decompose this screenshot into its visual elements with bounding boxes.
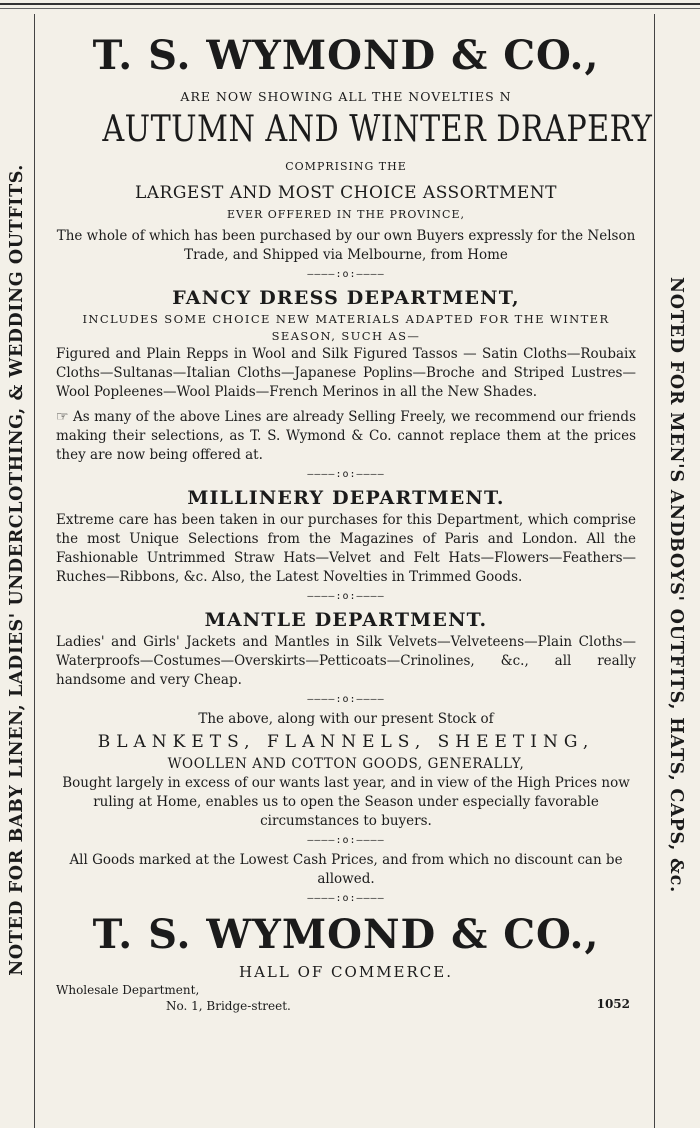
column-rule-left [34,14,35,1128]
side-banner-right-text: NOTED FOR MEN'S ANDBOYS' OUTFITS, HATS, CAPS, &c. [666,276,686,893]
divider: ————:o:———— [307,835,385,846]
column-rule-right [654,14,655,1128]
side-banner-left [2,140,32,1000]
ever-line: EVER OFFERED IN THE PROVINCE, [226,208,465,221]
whole-paragraph: The whole of which has been purchased by our own Buyers expressly for the Nelson Trade, and Shipped via Melbourne, from Home [56,228,636,263]
mantle-heading: MANTLE DEPARTMENT. [204,609,488,631]
millinery-heading: MILLINERY DEPARTMENT. [187,487,505,509]
fancy-list: Figured and Plain Repps in Wool and Silk Figured Tassos — Satin Cloths—Roubaix Cloths—Sultanas—Italian Cloths—Japanese Poplins—Broche and Striped Lustres—Wool Popleenes—Wool Plaids—French Merinos in all the New Shades. [56,346,636,400]
mantle-text: Ladies' and Girls' Jackets and Mantles in Silk Velvets—Velveteens—Plain Cloths—Waterproofs—Costumes—Overskirts—Petticoats—Crinolines, &c., all really handsome and very Cheap. [56,634,636,688]
advertisement-body [56,30,653,1019]
top-rule [0,3,700,5]
largest-line: LARGEST AND MOST CHOICE ASSORTMENT [134,183,558,203]
blankets-line: BLANKETS, FLANNELS, SHEETING, [97,732,595,752]
fancy-includes: INCLUDES SOME CHOICE NEW MATERIALS ADAPTED FOR THE WINTER SEASON, SUCH AS— [82,312,610,343]
headline: AUTUMN AND WINTER DRAPERY [102,109,653,150]
wholesale-label: Wholesale Department, [56,983,200,997]
footer-company-title: T. S. WYMOND & CO., [92,911,600,958]
stock-intro: The above, along with our present Stock of [198,711,494,727]
ad-number: 1052 [596,997,630,1011]
side-banner-left-text: NOTED FOR BABY LINEN, LADIES' UNDERCLOTHING, & WEDDING OUTFITS. [7,164,27,976]
footer-address [56,983,636,1019]
top-rule-thin [0,8,700,9]
fancy-heading: FANCY DRESS DEPARTMENT, [172,287,520,309]
divider: ————:o:———— [307,269,385,280]
divider: ————:o:———— [307,591,385,602]
hall-of-commerce: HALL OF COMMERCE. [238,963,453,981]
showing-line: ARE NOW SHOWING ALL THE NOVELTIES N [180,89,512,104]
divider: ————:o:———— [307,694,385,705]
street-address: No. 1, Bridge-street. [166,999,291,1013]
pointing-hand-icon: ☞ [56,409,69,425]
stock-text: Bought largely in excess of our wants last year, and in view of the High Prices now ruling at Home, enables us to open the Season under especially favorable circumstances to buyers. [62,775,630,829]
side-banner-right [656,225,696,945]
divider: ————:o:———— [307,469,385,480]
company-title: T. S. WYMOND & CO., [92,32,600,79]
woollen-line: WOOLLEN AND COTTON GOODS, GENERALLY, [167,756,525,772]
fancy-note [56,408,636,465]
comprising-line: COMPRISING THE [285,160,407,173]
millinery-text: Extreme care has been taken in our purchases for this Department, which comprise the most Unique Selections from the Magazines of Paris and London. All the Fashionable Untrimmed Straw Hats—Velvet and Felt Hats—Flowers—Feathers—Ruches—Ribbons, &c. Also, the Latest Novelties in Trimmed Goods. [56,512,636,585]
fancy-note-text: As many of the above Lines are already Selling Freely, we recommend our friends making their selections, as T. S. Wymond & Co. cannot replace them at the prices they are now being offered at. [56,409,637,463]
divider: ————:o:———— [307,893,385,904]
cash-text: All Goods marked at the Lowest Cash Prices, and from which no discount can be allowed. [69,852,623,887]
